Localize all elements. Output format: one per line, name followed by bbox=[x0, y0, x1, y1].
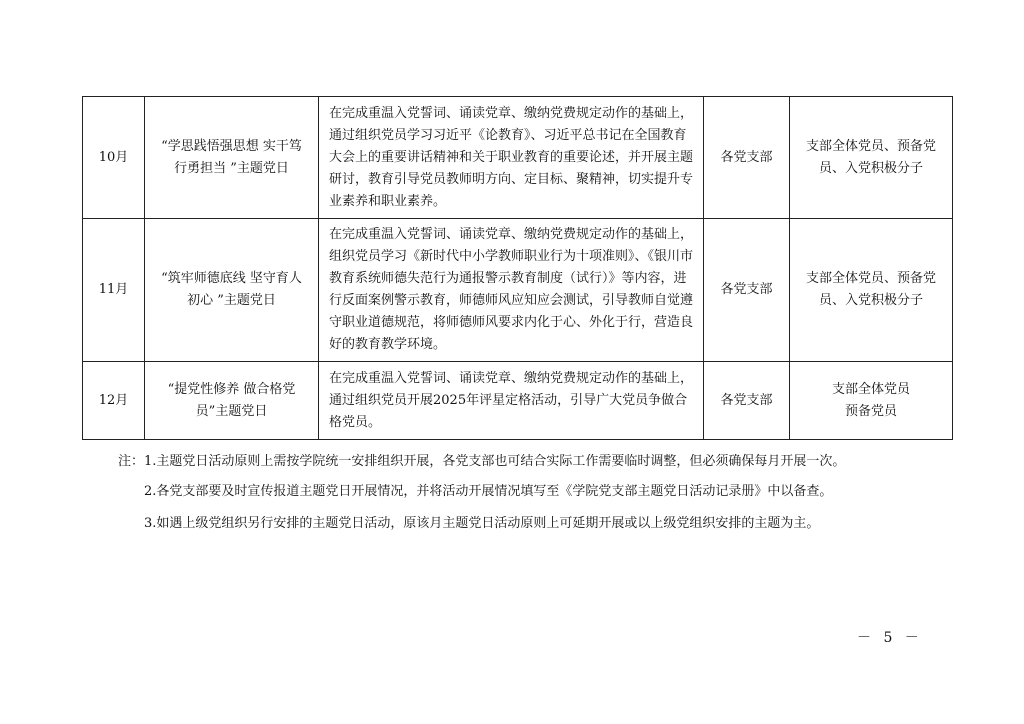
participants-cell: 支部全体党员、预备党员、入党积极分子 bbox=[790, 219, 953, 362]
organizer-cell: 各党支部 bbox=[704, 97, 790, 219]
table-row bbox=[83, 219, 953, 362]
table-row bbox=[83, 362, 953, 440]
note-item: 1.主题党日活动原则上需按学院统一安排组织开展，各党支部也可结合实际工作需要临时调整，但必须确保每月开展一次。 bbox=[144, 454, 846, 469]
participants-cell bbox=[790, 362, 953, 440]
participants-cell: 支部全体党员、预备党员、入党积极分子 bbox=[790, 97, 953, 219]
activity-plan-table bbox=[82, 96, 953, 440]
notes-prefix: 注： bbox=[118, 454, 145, 469]
month-cell: 11月 bbox=[83, 219, 145, 362]
theme-cell: “筑牢师德底线 坚守育人初心 ”主题党日 bbox=[145, 219, 319, 362]
page-number: － 5 － bbox=[857, 630, 923, 646]
content-cell: 在完成重温入党誓词、诵读党章、缴纳党费规定动作的基础上，组织党员学习《新时代中小学教师职业行为十项准则》、《银川市教育系统师德失范行为通报警示教育制度（试行）》等内容，进行反面案例警示教育，师德师风应知应会测试，引导教师自觉遵守职业道德规范，将师德师风要求内化于心、外化于行，营造良好的教育教学环境。 bbox=[319, 219, 704, 362]
content-cell: 在完成重温入党誓词、诵读党章、缴纳党费规定动作的基础上，通过组织党员学习习近平《论教育》、习近平总书记在全国教育大会上的重要讲话精神和关于职业教育的重要论述，并开展主题研讨，教育引导党员教师明方向、定目标、聚精神，切实提升专业素养和职业素养。 bbox=[319, 97, 704, 219]
month-cell: 12月 bbox=[83, 362, 145, 440]
month-cell: 10月 bbox=[83, 97, 145, 219]
theme-cell: “提党性修养 做合格党员”主题党日 bbox=[145, 362, 319, 440]
content-cell: 在完成重温入党誓词、诵读党章、缴纳党费规定动作的基础上，通过组织党员开展2025年评星定格活动，引导广大党员争做合格党员。 bbox=[319, 362, 704, 440]
participants-line: 支部全体党员 bbox=[831, 381, 910, 397]
table-row bbox=[83, 97, 953, 219]
participants-line: 预备党员 bbox=[844, 403, 897, 419]
organizer-cell: 各党支部 bbox=[704, 219, 790, 362]
organizer-cell: 各党支部 bbox=[704, 362, 790, 440]
theme-cell: “学思践悟强思想 实干笃行勇担当 ”主题党日 bbox=[145, 97, 319, 219]
note-item: 3.如遇上级党组织另行安排的主题党日活动，原该月主题党日活动原则上可延期开展或以上级党组织安排的主题为主。 bbox=[144, 516, 820, 531]
note-item: 2.各党支部要及时宣传报道主题党日开展情况，并将活动开展情况填写至《学院党支部主题党日活动记录册》中以备查。 bbox=[144, 484, 833, 499]
